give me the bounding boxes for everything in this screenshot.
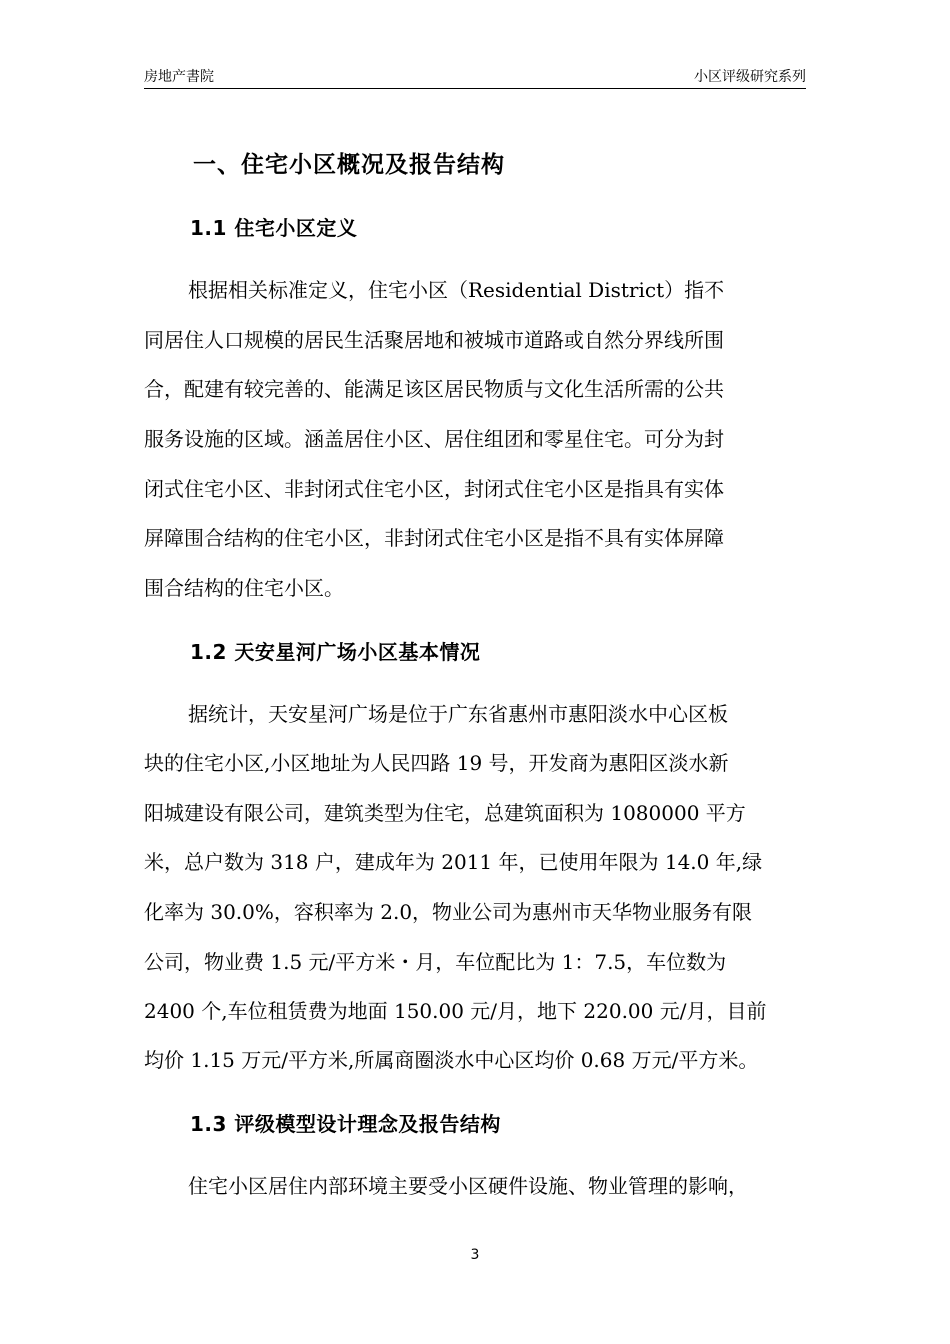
paragraph-line: 服务设施的区域。涵盖居住小区、居住组团和零星住宅。可分为封 <box>144 427 724 451</box>
paragraph-line: 屏障围合结构的住宅小区，非封闭式住宅小区是指不具有实体屏障 <box>144 526 724 550</box>
paragraph-line: 公司，物业费 1.5 元/平方米・月，车位配比为 1：7.5，车位数为 <box>144 950 727 974</box>
paragraph-line: 阳城建设有限公司，建筑类型为住宅，总建筑面积为 1080000 平方 <box>144 801 746 825</box>
header-series: 小区评级研究系列 <box>694 69 806 85</box>
paragraph-line: 化率为 30.0%，容积率为 2.0，物业公司为惠州市天华物业服务有限 <box>144 900 753 924</box>
paragraph-line: 同居住人口规模的居民生活聚居地和被城市道路或自然分界线所围 <box>144 328 724 352</box>
section-heading-1-1: 1.1 住宅小区定义 <box>190 216 358 240</box>
page-number: 3 <box>470 1247 480 1263</box>
header-publisher: 房地产書院 <box>144 69 214 85</box>
paragraph-line: 2400 个,车位租赁费为地面 150.00 元/月，地下 220.00 元/月，目前 <box>144 999 767 1023</box>
paragraph-line: 闭式住宅小区、非封闭式住宅小区，封闭式住宅小区是指具有实体 <box>144 477 724 501</box>
section-heading-1-3: 1.3 评级模型设计理念及报告结构 <box>190 1112 501 1136</box>
paragraph-line: 均价 1.15 万元/平方米,所属商圈淡水中心区均价 0.68 万元/平方米。 <box>144 1048 759 1072</box>
paragraph-line: 围合结构的住宅小区。 <box>144 576 344 600</box>
section-heading-1-2: 1.2 天安星河广场小区基本情况 <box>190 640 481 664</box>
paragraph-line: 米，总户数为 318 户，建成年为 2011 年，已使用年限为 14.0 年,绿 <box>144 850 763 874</box>
page-header <box>144 66 806 89</box>
chapter-title: 一、住宅小区概况及报告结构 <box>193 152 505 178</box>
paragraph-line: 住宅小区居住内部环境主要受小区硬件设施、物业管理的影响， <box>188 1174 748 1198</box>
paragraph-line: 据统计，天安星河广场是位于广东省惠州市惠阳淡水中心区板 <box>188 702 728 726</box>
paragraph-line: 块的住宅小区,小区地址为人民四路 19 号，开发商为惠阳区淡水新 <box>144 751 729 775</box>
paragraph-line: 根据相关标准定义，住宅小区（Residential District）指不 <box>188 278 725 302</box>
paragraph-line: 合，配建有较完善的、能满足该区居民物质与文化生活所需的公共 <box>144 377 724 401</box>
